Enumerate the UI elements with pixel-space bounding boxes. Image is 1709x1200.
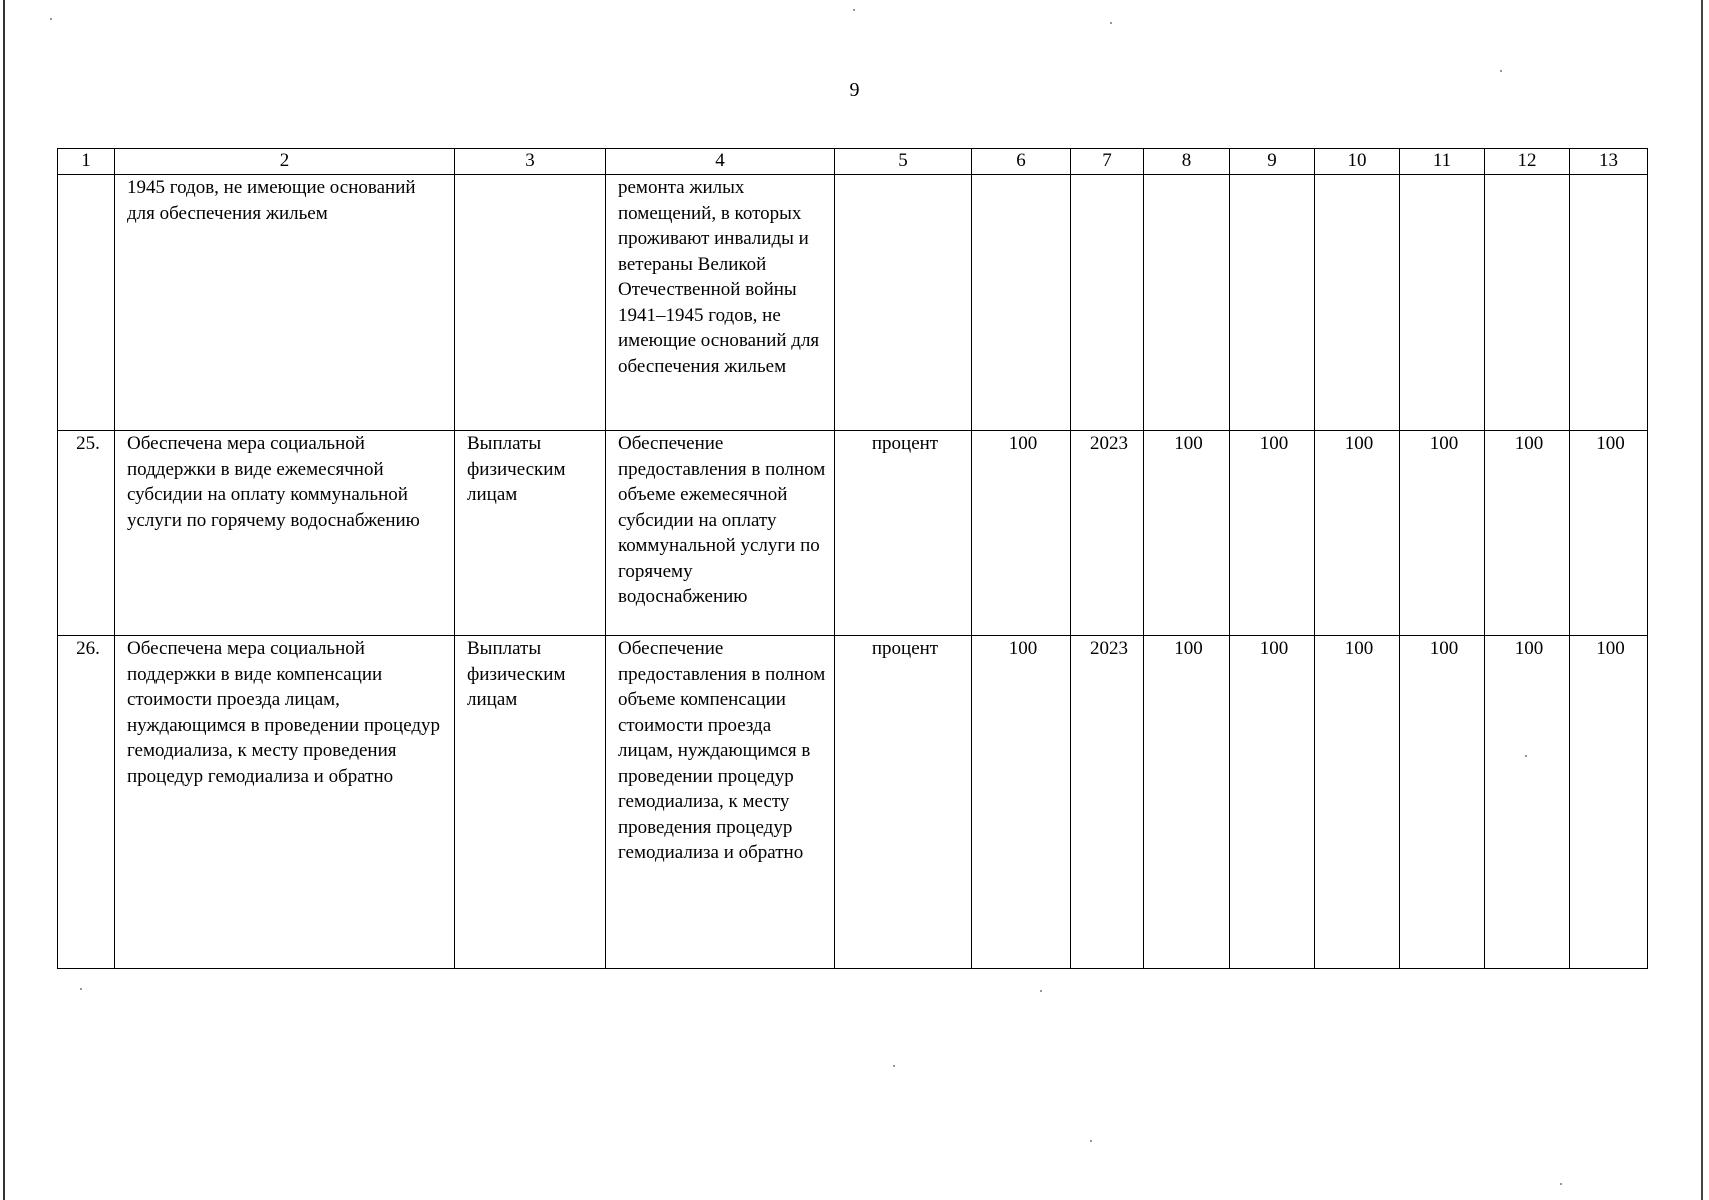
scan-speck (1525, 755, 1527, 757)
scan-speck (50, 18, 52, 20)
base-year: 2023 (1071, 431, 1144, 636)
scan-speck (1110, 22, 1112, 24)
scan-speck (1560, 1183, 1562, 1185)
value-col-9: 100 (1230, 636, 1315, 969)
value-col-12: 100 (1485, 431, 1570, 636)
column-number: 5 (835, 149, 972, 175)
value-col-11: 100 (1400, 636, 1485, 969)
column-number: 7 (1071, 149, 1144, 175)
scan-speck (853, 9, 855, 11)
column-number: 8 (1144, 149, 1230, 175)
unit-of-measure (835, 175, 972, 431)
measure-name: Обеспечена мера социальной поддержки в виде компенсации стоимости проезда лицам, нуждающимся в проведении процедур гемодиализа, к месту проведения процедур гемодиализа и обратно (115, 636, 455, 969)
value-col-10: 100 (1315, 636, 1400, 969)
measure-type: Выплаты физическим лицам (455, 431, 606, 636)
value-col-11 (1400, 175, 1485, 431)
measure-name: Обеспечена мера социальной поддержки в виде ежемесячной субсидии на оплату коммунальной услуги по горячему водоснабжению (115, 431, 455, 636)
table-row (58, 431, 1648, 636)
value-col-10 (1315, 175, 1400, 431)
value-col-12: 100 (1485, 636, 1570, 969)
scan-speck (80, 988, 82, 990)
value-col-11: 100 (1400, 431, 1485, 636)
value-col-8: 100 (1144, 431, 1230, 636)
column-number-row (58, 149, 1648, 175)
column-number: 2 (115, 149, 455, 175)
measure-description: Обеспечение предоставления в полном объеме ежемесячной субсидии на оплату коммунальной услуги по горячему водоснабжению (606, 431, 835, 636)
measure-type (455, 175, 606, 431)
column-number: 6 (972, 149, 1071, 175)
column-number: 1 (58, 149, 115, 175)
value-col-13 (1570, 175, 1648, 431)
table-row (58, 175, 1648, 431)
value-col-8 (1144, 175, 1230, 431)
row-number (58, 175, 115, 431)
scan-edge-left (3, 0, 5, 1200)
scan-speck (1090, 1140, 1092, 1142)
unit-of-measure: процент (835, 636, 972, 969)
column-number: 9 (1230, 149, 1315, 175)
value-col-8: 100 (1144, 636, 1230, 969)
column-number: 12 (1485, 149, 1570, 175)
row-number: 25. (58, 431, 115, 636)
value-col-9: 100 (1230, 431, 1315, 636)
value-col-12 (1485, 175, 1570, 431)
column-number: 11 (1400, 149, 1485, 175)
base-value (972, 175, 1071, 431)
scan-speck (1040, 990, 1042, 992)
base-value: 100 (972, 636, 1071, 969)
value-col-13: 100 (1570, 431, 1648, 636)
column-number: 10 (1315, 149, 1400, 175)
column-number: 4 (606, 149, 835, 175)
base-value: 100 (972, 431, 1071, 636)
unit-of-measure: процент (835, 431, 972, 636)
measure-description: Обеспечение предоставления в полном объеме компенсации стоимости проезда лицам, нуждающимся в проведении процедур гемодиализа, к месту проведения процедур гемодиализа и обратно (606, 636, 835, 969)
measure-description: ремонта жилых помещений, в которых проживают инвалиды и ветераны Великой Отечественной войны 1941–1945 годов, не имеющие оснований для обеспечения жильем (606, 175, 835, 431)
value-col-9 (1230, 175, 1315, 431)
scan-speck (1500, 70, 1502, 72)
scan-speck (893, 1065, 895, 1067)
column-number: 13 (1570, 149, 1648, 175)
base-year (1071, 175, 1144, 431)
table-row (58, 636, 1648, 969)
measures-table (57, 148, 1648, 969)
measure-type: Выплаты физическим лицам (455, 636, 606, 969)
column-number: 3 (455, 149, 606, 175)
scan-edge-right (1701, 0, 1703, 1200)
row-number: 26. (58, 636, 115, 969)
measure-name: 1945 годов, не имеющие оснований для обеспечения жильем (115, 175, 455, 431)
page-number: 9 (849, 79, 860, 101)
value-col-13: 100 (1570, 636, 1648, 969)
base-year: 2023 (1071, 636, 1144, 969)
value-col-10: 100 (1315, 431, 1400, 636)
